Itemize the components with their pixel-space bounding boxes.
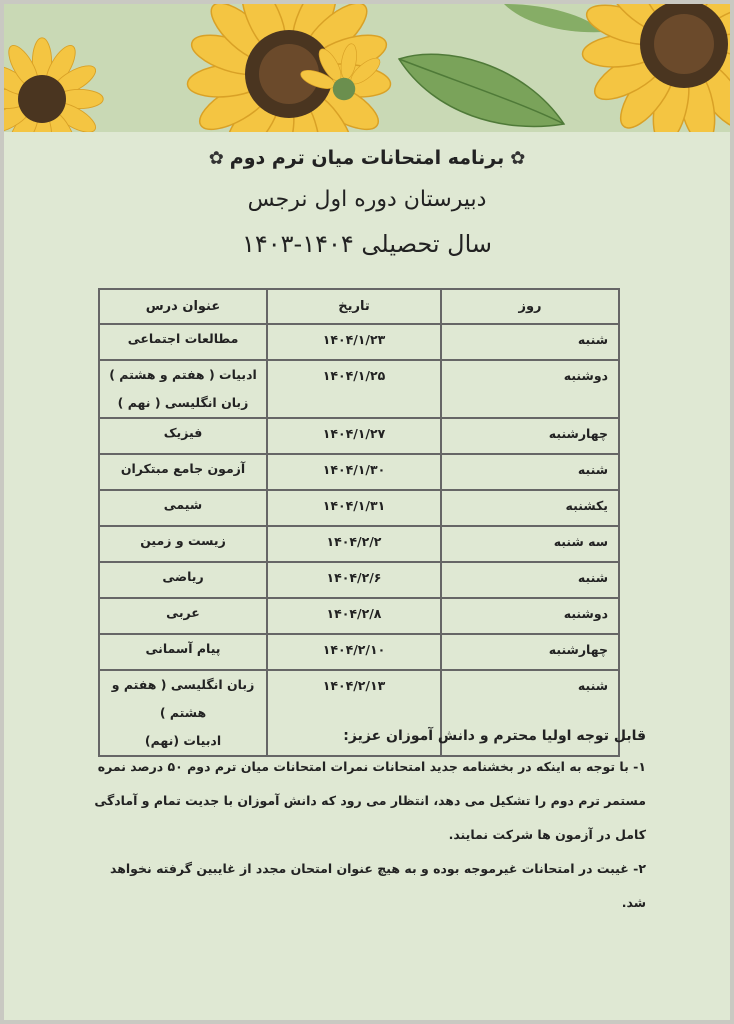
subject-line: پیام آسمانی [145,641,221,656]
table-row [99,598,619,634]
day-cell: چهارشنبه [441,418,619,454]
table-row [99,360,619,418]
exam-title-text: برنامه امتحانات میان ترم دوم [229,147,505,169]
subject-cell [99,562,267,598]
subject-line: ادبیات (نهم) [144,733,222,748]
date-cell: ۱۴۰۴/۲/۸ [267,598,441,634]
table-header-row [99,289,619,324]
date-cell: ۱۴۰۴/۲/۶ [267,562,441,598]
sunflower-banner [4,4,730,132]
exam-schedule-table [98,288,620,757]
day-cell: چهارشنبه [441,634,619,670]
subject-line: شیمی [163,497,203,512]
date-cell: ۱۴۰۴/۲/۱۰ [267,634,441,670]
sunflower-illustration [4,4,730,132]
notice-item: ۱- با توجه به اینکه در بخشنامه جدید امتحانات نمرات امتحانات میان ترم دوم ۵۰ درصد نمره مستمر ترم دوم را تشکیل می دهد، انتظار می رود که دانش آموزان با جدیت تمام و آمادگی کامل در آزمون ها شرکت نمایند. [94,759,646,842]
flower-ornament-icon: ✿ [208,148,224,169]
subject-line: آزمون جامع مبتکران [120,461,246,476]
column-header-day: روز [441,289,619,324]
table-row [99,526,619,562]
day-cell: شنبه [441,670,619,756]
subject-line: عربی [166,605,200,620]
subject-line: ادبیات ( هفتم و هشتم ) [109,367,257,382]
day-cell: شنبه [441,324,619,360]
subject-cell [99,418,267,454]
date-cell: ۱۴۰۴/۲/۲ [267,526,441,562]
subject-cell [99,490,267,526]
notice-item: ۲- غیبت در امتحانات غیرموجه بوده و به هیچ عنوان امتحان مجدد از غایبین گرفته نخواهد شد. [110,861,646,910]
subject-cell [99,526,267,562]
subject-line: زبان انگلیسی ( نهم ) [117,395,249,410]
table-row [99,634,619,670]
subject-cell [99,598,267,634]
day-cell: دوشنبه [441,360,619,418]
notice-title: قابل توجه اولیا محترم و دانش آموزان عزیز: [343,728,646,744]
day-cell: دوشنبه [441,598,619,634]
subject-cell [99,360,267,418]
table-row [99,454,619,490]
exam-schedule-page [4,4,730,1020]
table-row [99,490,619,526]
date-cell: ۱۴۰۴/۱/۲۷ [267,418,441,454]
date-cell: ۱۴۰۴/۱/۲۳ [267,324,441,360]
table-row [99,562,619,598]
subject-cell [99,454,267,490]
day-cell: سه شنبه [441,526,619,562]
subject-line: زیست و زمین [140,533,226,548]
subject-cell [99,634,267,670]
date-cell: ۱۴۰۴/۱/۲۵ [267,360,441,418]
table-row [99,418,619,454]
flower-ornament-icon: ✿ [510,148,526,169]
column-header-subject: عنوان درس [99,289,267,324]
subject-line: زبان انگلیسی ( هفتم و هشتم ) [111,677,255,720]
table-row [99,324,619,360]
academic-year: سال تحصیلی ۱۴۰۴-۱۴۰۳ [241,230,493,258]
subject-line: ریاضی [162,569,204,584]
school-name: دبیرستان دوره اول نرجس [247,187,487,212]
date-cell: ۱۴۰۴/۱/۳۱ [267,490,441,526]
subject-line: فیزیک [163,425,203,440]
day-cell: یکشنبه [441,490,619,526]
date-cell: ۱۴۰۴/۱/۳۰ [267,454,441,490]
day-cell: شنبه [441,454,619,490]
exam-title [4,147,730,169]
day-cell: شنبه [441,562,619,598]
notice-section [84,728,646,920]
subject-cell [99,324,267,360]
column-header-date: تاریخ [267,289,441,324]
date-cell: ۱۴۰۴/۲/۱۳ [267,670,441,756]
subject-line: مطالعات اجتماعی [127,331,239,346]
